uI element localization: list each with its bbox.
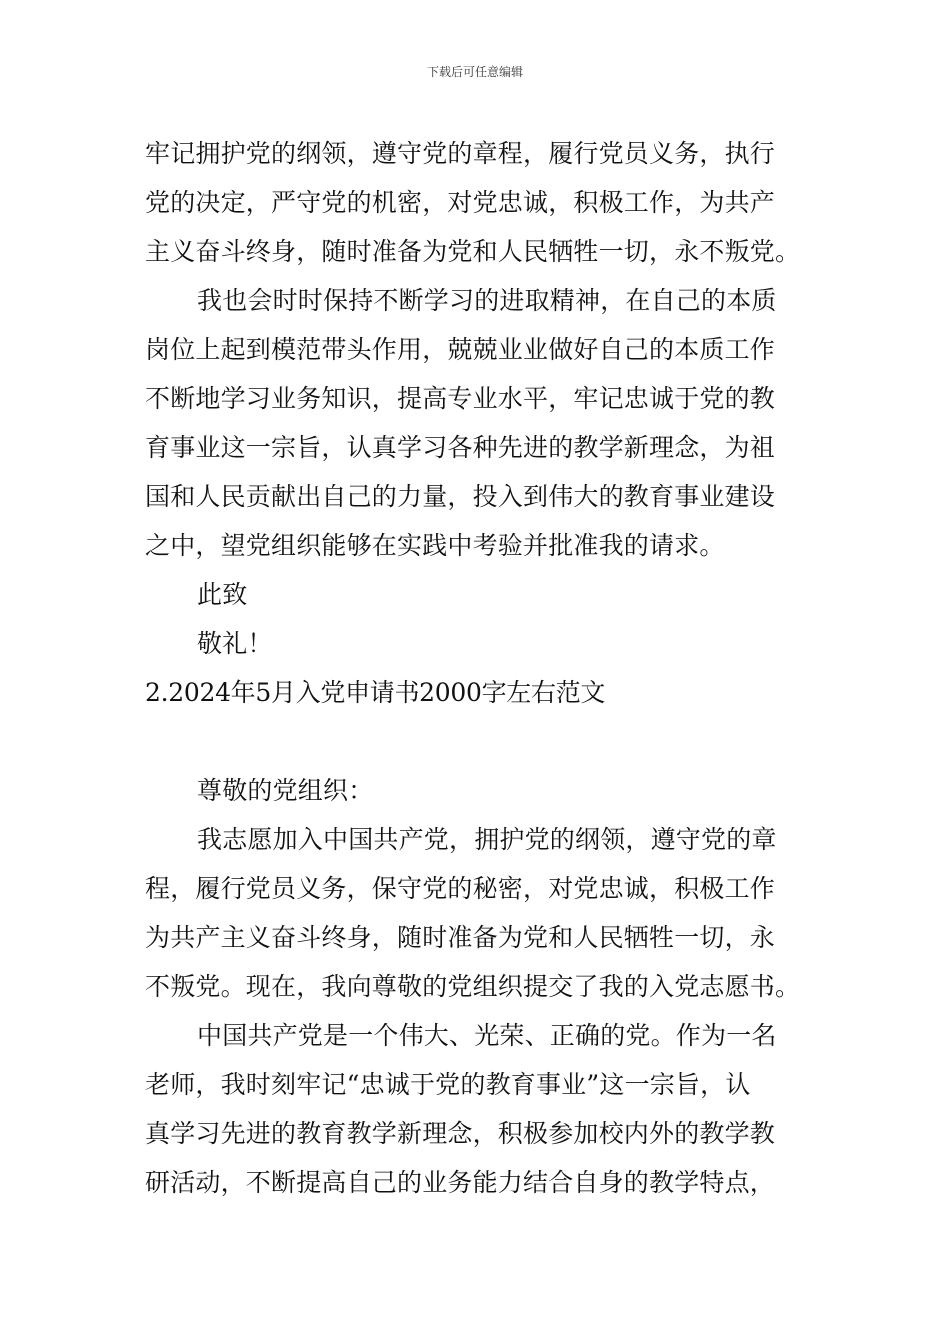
paragraph-line: 我也会时时保持不断学习的进取精神，在自己的本质 (197, 286, 777, 315)
paragraph-line: 中国共产党是一个伟大、光荣、正确的党。作为一名 (197, 1021, 777, 1050)
paragraph-line: 岗位上起到模范带头作用，兢兢业业做好自己的本质工作 (145, 335, 776, 364)
closing-line: 敬礼！ (197, 629, 273, 658)
paragraph-line: 为共产主义奋斗终身，随时准备为党和人民牺牲一切，永 (145, 923, 776, 952)
paragraph-line: 国和人民贡献出自己的力量，投入到伟大的教育事业建设 (145, 482, 776, 511)
paragraph-line: 研活动，不断提高自己的业务能力结合自身的教学特点， (145, 1168, 776, 1197)
paragraph-line: 主义奋斗终身，随时准备为党和人民牺牲一切，永不叛党。 (145, 237, 801, 266)
paragraph-line: 党的决定，严守党的机密，对党忠诚，积极工作，为共产 (145, 188, 776, 217)
blank-line (145, 717, 807, 766)
paragraph-line: 牢记拥护党的纲领，遵守党的章程，履行党员义务，执行 (145, 139, 776, 168)
paragraph-line: 老师，我时刻牢记“忠诚于党的教育事业”这一宗旨，认 (145, 1070, 751, 1099)
paragraph-line: 真学习先进的教育教学新理念，积极参加校内外的教学教 (145, 1119, 776, 1148)
section-heading: 2.2024年5月入党申请书2000字左右范文 (145, 678, 606, 707)
paragraph-line: 不叛党。现在，我向尊敬的党组织提交了我的入党志愿书。 (145, 972, 801, 1001)
paragraph-line: 程，履行党员义务，保守党的秘密，对党忠诚，积极工作 (145, 874, 776, 903)
paragraph-line: 我志愿加入中国共产党，拥护党的纲领，遵守党的章 (197, 825, 777, 854)
paragraph-line: 不断地学习业务知识，提高专业水平，牢记忠诚于党的教 (145, 384, 776, 413)
page-header-note: 下载后可任意编辑 (426, 65, 523, 79)
salutation: 尊敬的党组织： (197, 776, 374, 805)
paragraph-line: 之中，望党组织能够在实践中考验并批准我的请求。 (145, 531, 725, 560)
document-body (145, 129, 807, 1207)
paragraph-line: 育事业这一宗旨，认真学习各种先进的教学新理念，为祖 (145, 433, 776, 462)
closing-line: 此致 (197, 580, 248, 609)
